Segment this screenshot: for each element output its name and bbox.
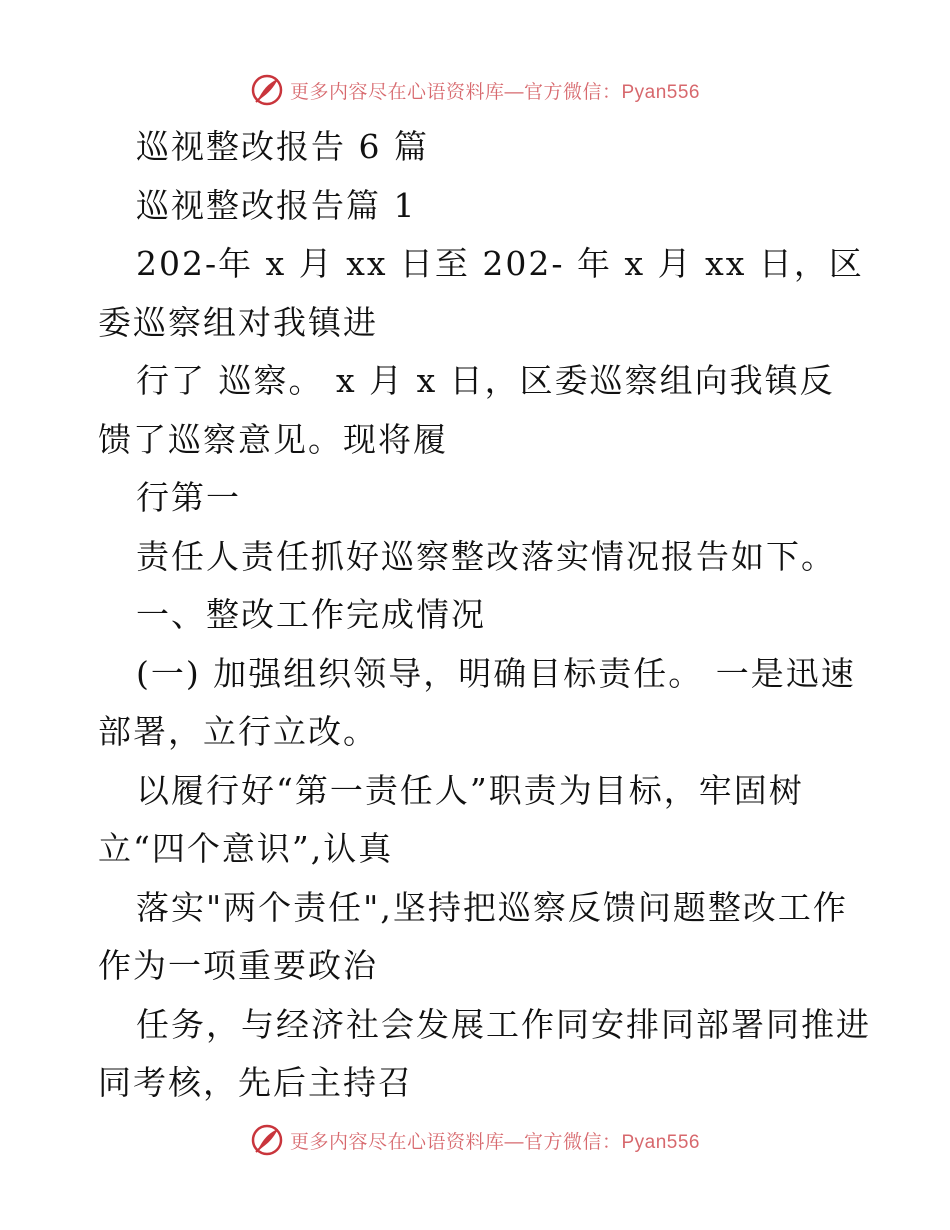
paragraph-line: 责任人责任抓好巡察整改落实情况报告如下。 — [136, 536, 836, 576]
feather-logo-icon — [250, 1123, 284, 1157]
document-body — [98, 118, 871, 1113]
header-watermark-text: 更多内容尽在心语资料库—官方微信：Pyan556 — [289, 81, 700, 103]
paragraph-line: 同考核，先后主持召 — [98, 1063, 413, 1102]
paragraph-line: 行了 巡察。 x 月 x 日，区委巡察组向我镇反 — [136, 361, 835, 400]
paragraph-line: (一) 加强组织领导，明确目标责任。 一是迅速 — [136, 653, 856, 693]
paragraph-line: 202-年 x 月 xx 日至 202- 年 x 月 xx 日，区 — [136, 244, 864, 283]
footer-watermark — [0, 1120, 950, 1160]
section-heading: 巡视整改报告篇 1 — [136, 185, 417, 225]
paragraph-line: 作为一项重要政治 — [98, 946, 378, 985]
subheading: 一、整改工作完成情况 — [136, 595, 486, 634]
header-watermark — [0, 70, 950, 110]
paragraph-line: 立“四个意识”,认真 — [98, 829, 394, 868]
feather-logo-icon — [250, 73, 284, 107]
paragraph-line: 行第一 — [136, 478, 241, 517]
paragraph-line: 部署，立行立改。 — [98, 712, 378, 751]
paragraph-line: 馈了巡察意见。现将履 — [98, 419, 448, 459]
doc-title: 巡视整改报告 6 篇 — [136, 127, 429, 166]
paragraph-line: 以履行好“第一责任人”职责为目标，牢固树 — [136, 770, 804, 810]
footer-watermark-text: 更多内容尽在心语资料库—官方微信：Pyan556 — [289, 1131, 700, 1153]
paragraph-line: 落实"两个责任",坚持把巡察反馈问题整改工作 — [136, 887, 848, 927]
paragraph-line: 委巡察组对我镇进 — [98, 302, 378, 342]
paragraph-line: 任务，与经济社会发展工作同安排同部署同推进 — [136, 1004, 871, 1044]
